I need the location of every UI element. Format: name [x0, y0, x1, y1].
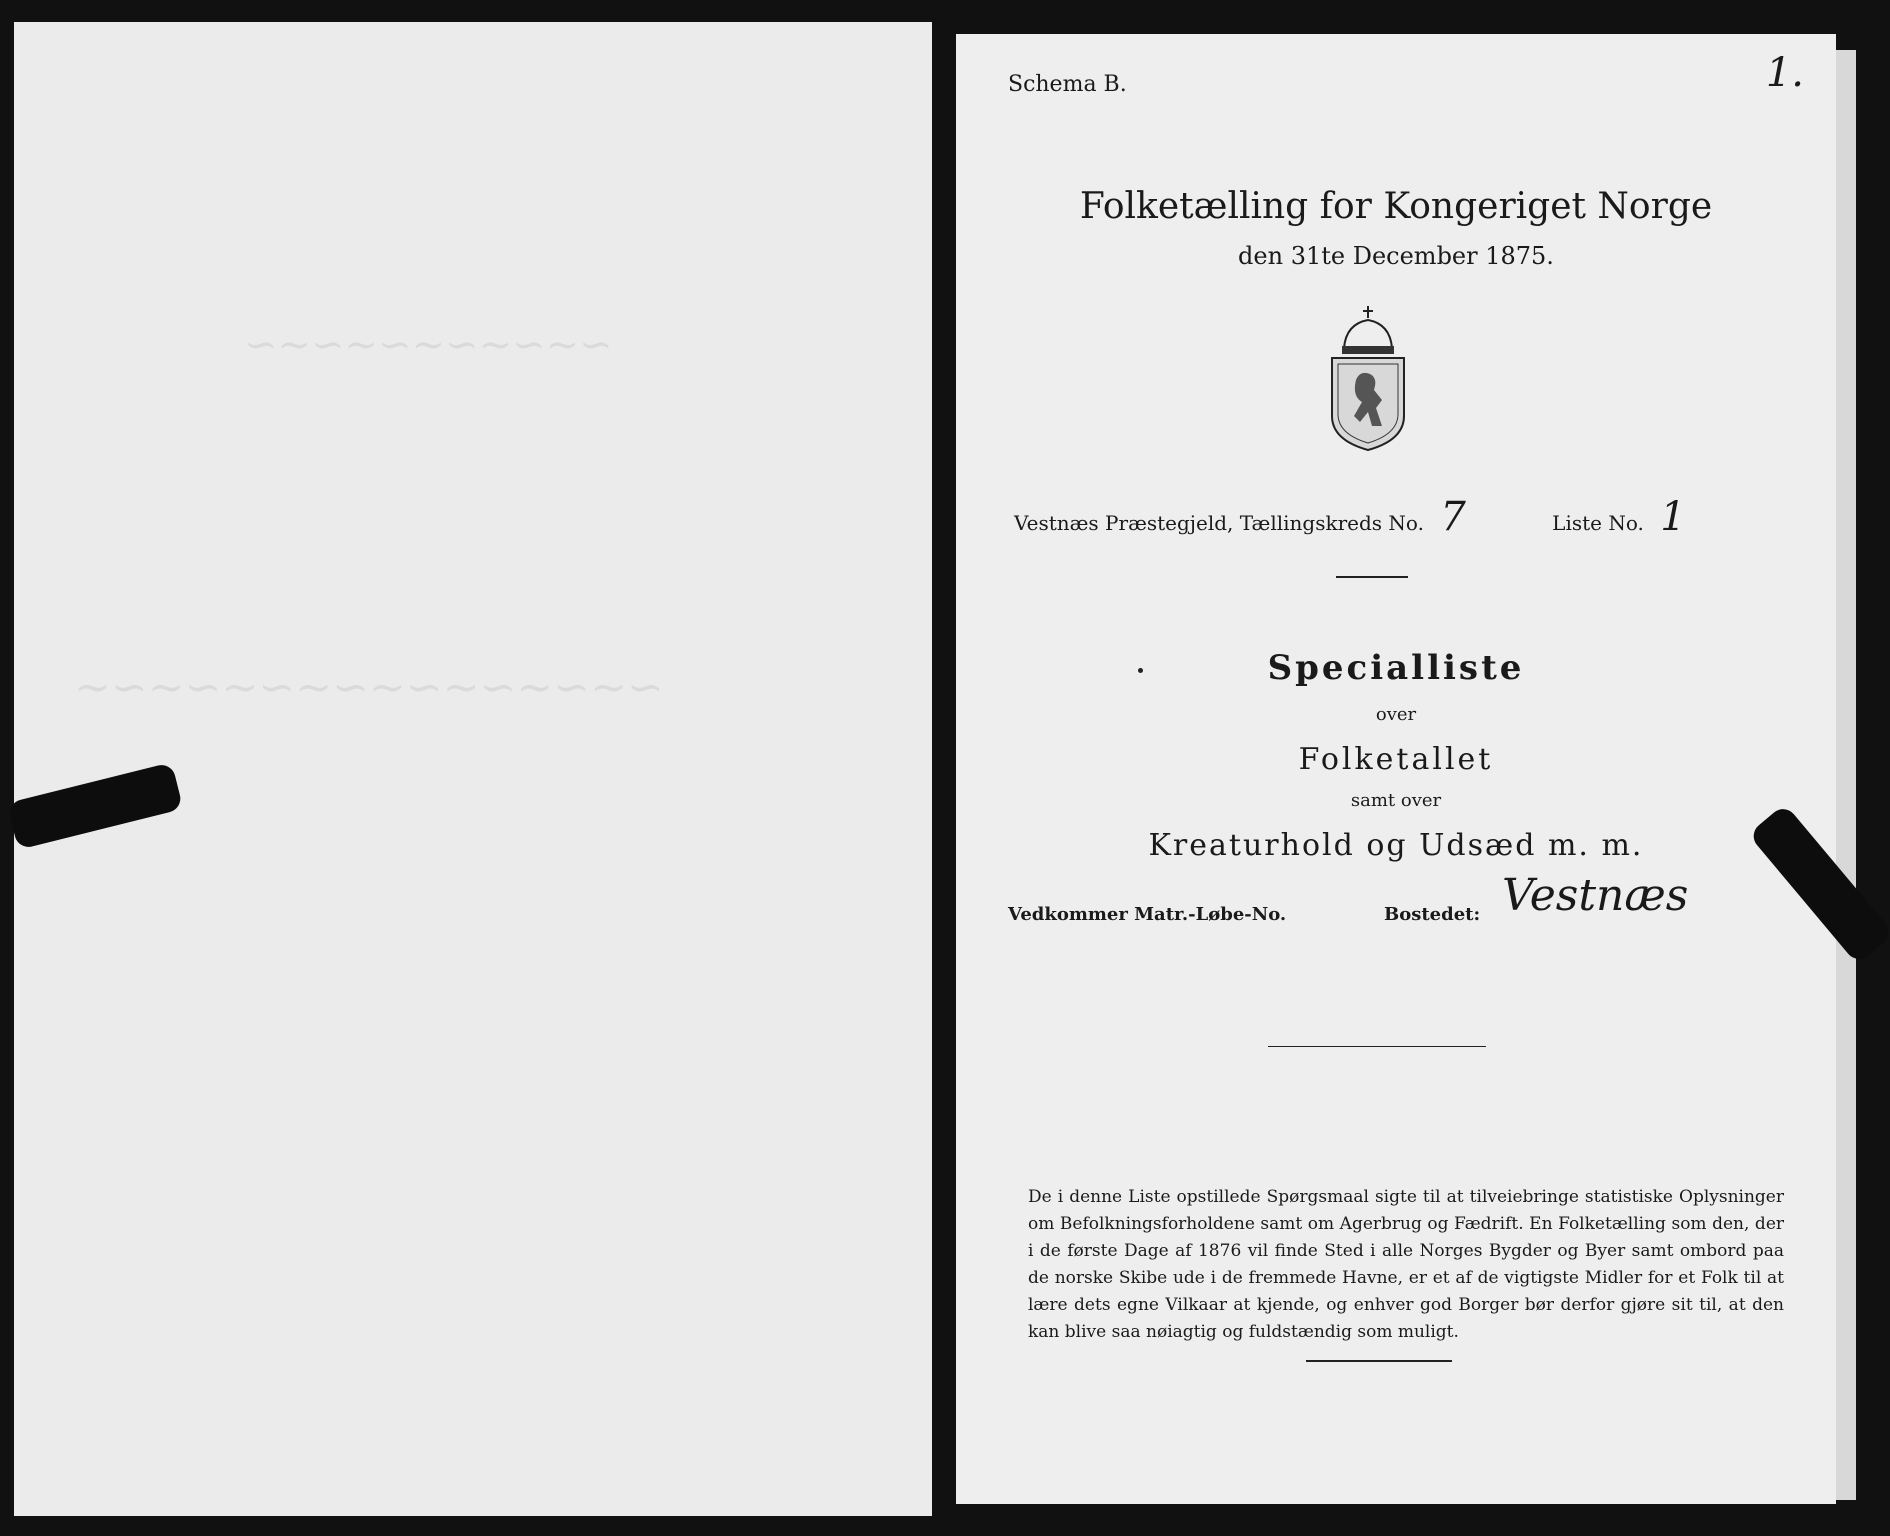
liste-value: 1 — [1660, 494, 1686, 540]
bosted-value: Vestnæs — [1502, 870, 1689, 921]
kreaturhold-heading: Kreaturhold og Udsæd m. m. — [1148, 828, 1644, 863]
bosted-label: Bostedet: — [1384, 904, 1481, 925]
page-number: 1. — [1765, 50, 1804, 96]
census-form-page — [956, 34, 1836, 1504]
coat-of-arms-icon — [1326, 304, 1410, 454]
divider — [1268, 1046, 1486, 1047]
bleed-through-text: ∽∼∽∼∽∼∽∼∽∼∽ — [244, 322, 613, 368]
schema-label: Schema B. — [1008, 72, 1127, 97]
form-date: den 31te December 1875. — [1238, 242, 1554, 270]
divider — [1306, 1360, 1452, 1362]
tellingskreds-label: Tællingskreds No. — [1239, 511, 1424, 535]
liste-label: Liste No. — [1552, 511, 1644, 535]
folketallet-heading: Folketallet — [1298, 742, 1494, 777]
page-edge — [1836, 50, 1856, 1500]
bleed-through-text: ∼∽∼∽∼∽∼∽∼∽∼∽∼∽∼∽ — [74, 662, 664, 713]
specialliste-heading: Specialliste — [1267, 648, 1525, 688]
matr-label: Vedkommer Matr.-Løbe-No. — [1008, 904, 1287, 925]
samt-over-text: samt over — [1350, 790, 1442, 811]
over-text: over — [1375, 704, 1417, 725]
form-title: Folketælling for Kongeriget Norge — [1079, 186, 1713, 227]
parish-label: Vestnæs Præstegjeld, — [1014, 511, 1234, 535]
tellingskreds-value: 7 — [1440, 494, 1466, 540]
divider — [1336, 576, 1408, 578]
district-row — [1014, 494, 1716, 540]
notice-paragraph: De i denne Liste opstillede Spørgsmaal sigte til at tilveiebringe statistiske Oplysninger om Befolkningsforholdene samt om Agerbrug og Fædrift. En Folketælling som den, der i de første Dage af 1876 vil finde Sted i alle Norges Bygder og Byer samt ombord paa de norske Skibe ude i de fremmede Havne, er et af de vigtigste Midler for et Folk til at lære dets egne Vilkaar at kjende, og enhver god Borger bør derfor gjøre sit til, at den kan blive saa nøiagtig og fuldstændig som muligt. — [1028, 1187, 1784, 1342]
